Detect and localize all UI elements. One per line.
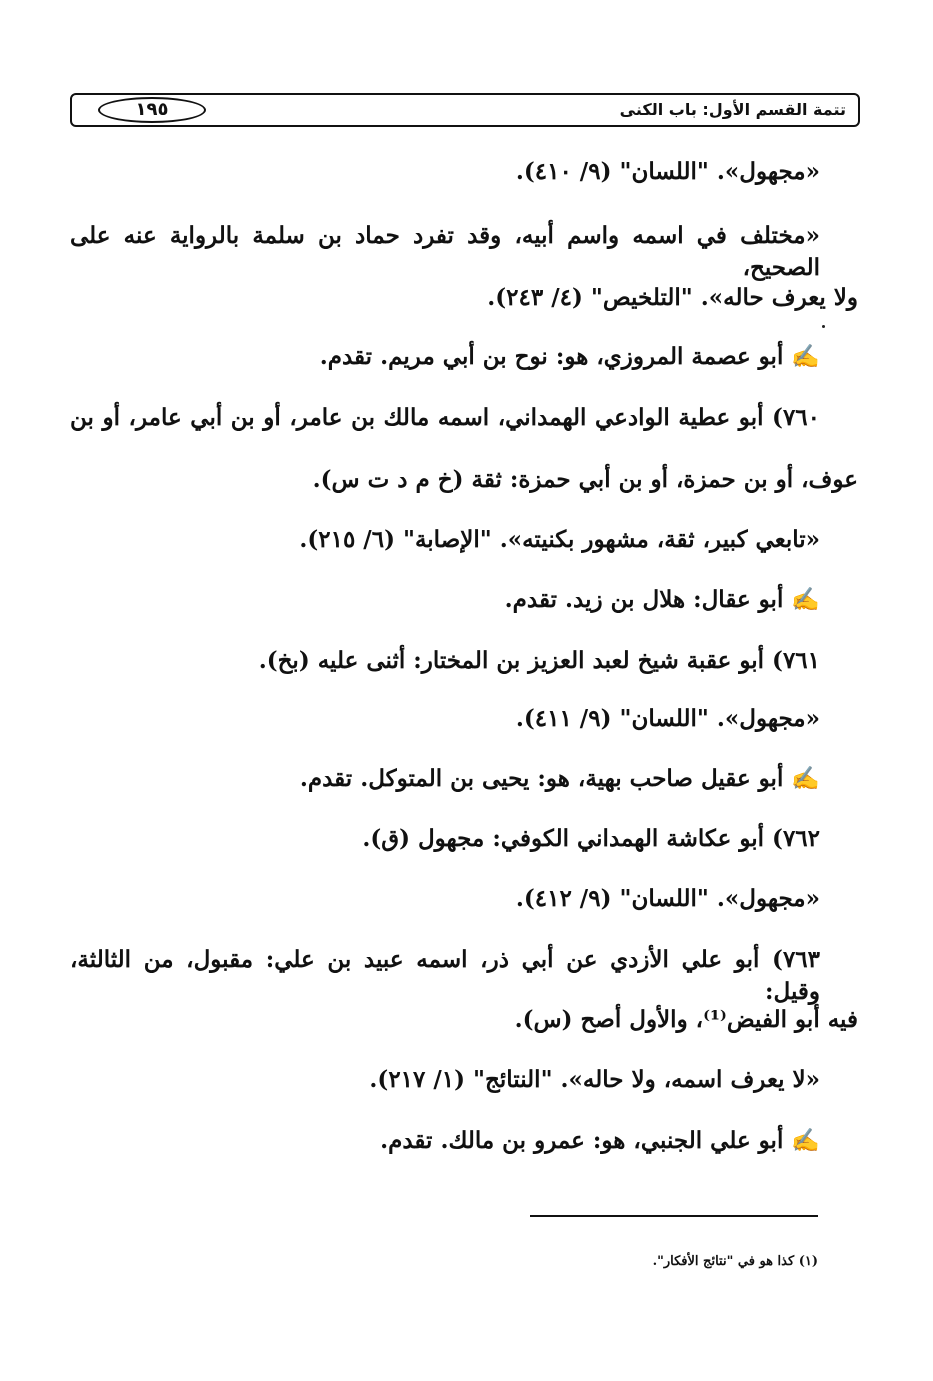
footnote: (١) كذا هو في "نتائج الأفكار". xyxy=(652,1254,818,1269)
text-line: ٧٦٢) أبو عكاشة الهمداني الكوفي: مجهول (ق). xyxy=(362,825,820,852)
text-line: «مجهول». "اللسان" (٩/ ٤١١). xyxy=(515,705,820,732)
text-line: «لا يعرف اسمه، ولا حاله». "النتائج" (١/ ٢١٧). xyxy=(369,1066,820,1093)
text-line: ٧٦١) أبو عقبة شيخ لعبد العزيز بن المختار: أثنى عليه (بخ). xyxy=(258,647,820,674)
text-line: ✍ أبو عصمة المروزي، هو: نوح بن أبي مريم. تقدم. xyxy=(319,343,820,370)
text-line: عوف، أو بن حمزة، أو بن أبي حمزة: ثقة (خ م د ت س). xyxy=(312,466,858,493)
text-line: «مختلف في اسمه واسم أبيه، وقد تفرد حماد بن سلمة بالرواية عنه على الصحيح، xyxy=(70,222,820,281)
text-line: ✍ أبو علي الجنبي، هو: عمرو بن مالك. تقدم. xyxy=(380,1127,820,1154)
running-title: تتمة القسم الأول: باب الكنى xyxy=(619,100,846,119)
text-line: «مجهول». "اللسان" (٩/ ٤١٢). xyxy=(515,885,820,912)
text-line: فيه أبو الفيض⁽¹⁾، والأول أصح (س). xyxy=(514,1006,858,1033)
text-line: «مجهول». "اللسان" (٩/ ٤١٠). xyxy=(515,158,820,185)
page-number: ١٩٥ xyxy=(98,97,206,123)
running-header xyxy=(70,93,860,127)
text-line: ✍ أبو عقال: هلال بن زيد. تقدم. xyxy=(504,586,820,613)
text-line: ٧٦٠) أبو عطية الوادعي الهمداني، اسمه مالك بن عامر، أو بن أبي عامر، أو بن xyxy=(70,404,820,431)
text-line: ٧٦٣) أبو علي الأزدي عن أبي ذر، اسمه عبيد بن علي: مقبول، من الثالثة، وقيل: xyxy=(70,946,820,1005)
footnote-separator xyxy=(530,1215,818,1217)
scan-speck xyxy=(822,325,825,328)
text-line: ✍ أبو عقيل صاحب بهية، هو: يحيى بن المتوكل. تقدم. xyxy=(299,765,820,792)
text-line: ولا يعرف حاله». "التلخيص" (٤/ ٢٤٣). xyxy=(487,284,858,311)
text-line: «تابعي كبير، ثقة، مشهور بكنيته». "الإصابة" (٦/ ٢١٥). xyxy=(299,526,820,553)
